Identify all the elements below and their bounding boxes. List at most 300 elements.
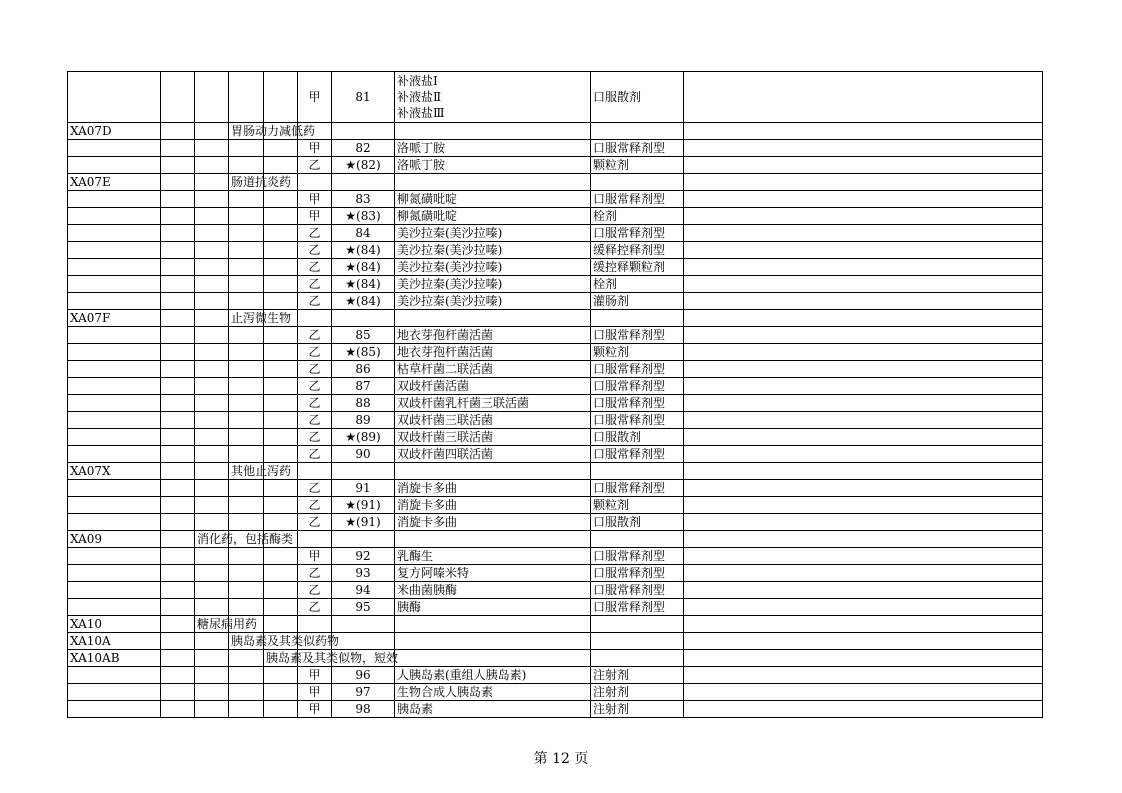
remarks-cell	[684, 208, 1043, 225]
grade-cell: 甲	[298, 548, 332, 565]
category-level2-cell	[229, 412, 264, 429]
remarks-cell	[684, 412, 1043, 429]
grade-cell: 乙	[298, 225, 332, 242]
drug-row	[68, 582, 1043, 599]
grade-cell: 乙	[298, 599, 332, 616]
atc-code-cell	[68, 72, 161, 123]
category-level2-cell	[229, 599, 264, 616]
drug-row	[68, 480, 1043, 497]
category-level1-cell	[195, 208, 229, 225]
drug-name-cell: 双歧杆菌三联活菌	[395, 412, 591, 429]
category-level2-cell	[229, 361, 264, 378]
remarks-cell	[684, 327, 1043, 344]
drug-row	[68, 497, 1043, 514]
remarks-cell	[684, 497, 1043, 514]
remarks-cell	[684, 293, 1043, 310]
drug-name-cell	[395, 463, 591, 480]
category-level1-cell	[195, 259, 229, 276]
atc-code-cell	[68, 259, 161, 276]
category-level1-cell	[195, 191, 229, 208]
drug-row	[68, 548, 1043, 565]
category-level1-cell	[195, 429, 229, 446]
category-level1-cell	[195, 242, 229, 259]
category-level1-cell	[195, 123, 229, 140]
grade-cell: 乙	[298, 497, 332, 514]
drug-row	[68, 259, 1043, 276]
atc-code-cell	[68, 242, 161, 259]
serial-number-cell: 87	[332, 378, 395, 395]
dosage-form-cell: 缓控释颗粒剂	[591, 259, 684, 276]
drug-row	[68, 412, 1043, 429]
remarks-cell	[684, 242, 1043, 259]
category-level2-cell	[229, 378, 264, 395]
drug-name-cell: 复方阿嗪米特	[395, 565, 591, 582]
dosage-form-cell: 颗粒剂	[591, 497, 684, 514]
blank-cell	[161, 633, 195, 650]
category-row	[68, 616, 1043, 633]
drug-row	[68, 276, 1043, 293]
drug-name-cell: 补液盐Ⅰ 补液盐Ⅱ 补液盐Ⅲ	[395, 72, 591, 123]
category-level1-cell	[195, 174, 229, 191]
category-level3-cell	[264, 463, 298, 480]
remarks-cell	[684, 361, 1043, 378]
blank-cell	[161, 72, 195, 123]
category-level2-cell	[229, 701, 264, 718]
dosage-form-cell	[591, 123, 684, 140]
category-level2-cell	[229, 429, 264, 446]
category-level2-cell	[229, 344, 264, 361]
drug-name-cell	[395, 123, 591, 140]
remarks-cell	[684, 344, 1043, 361]
serial-number-cell: 83	[332, 191, 395, 208]
dosage-form-cell	[591, 531, 684, 548]
drug-catalog-table	[67, 71, 1043, 718]
category-level3-cell	[264, 327, 298, 344]
serial-number-cell: 84	[332, 225, 395, 242]
category-level3-cell	[264, 684, 298, 701]
category-row	[68, 310, 1043, 327]
grade-cell: 甲	[298, 72, 332, 123]
category-level1-cell	[195, 582, 229, 599]
grade-cell	[298, 616, 332, 633]
category-level3-cell	[264, 667, 298, 684]
drug-name-cell	[395, 310, 591, 327]
drug-name-cell: 生物合成人胰岛素	[395, 684, 591, 701]
blank-cell	[161, 276, 195, 293]
blank-cell	[161, 123, 195, 140]
category-level1-cell	[195, 497, 229, 514]
category-level2-cell	[229, 327, 264, 344]
atc-code-cell	[68, 599, 161, 616]
drug-name-cell: 人胰岛素(重组人胰岛素)	[395, 667, 591, 684]
serial-number-cell	[332, 616, 395, 633]
category-level1-cell	[195, 412, 229, 429]
category-level1-cell	[195, 310, 229, 327]
remarks-cell	[684, 633, 1043, 650]
dosage-form-cell: 口服常释剂型	[591, 378, 684, 395]
serial-number-cell: 90	[332, 446, 395, 463]
category-level3-cell	[264, 412, 298, 429]
category-level3-cell	[264, 140, 298, 157]
category-level2-cell	[229, 208, 264, 225]
category-level1-cell	[195, 684, 229, 701]
category-level3-cell	[264, 310, 298, 327]
drug-name-cell: 双歧杆菌乳杆菌三联活菌	[395, 395, 591, 412]
serial-number-cell: ★(89)	[332, 429, 395, 446]
blank-cell	[161, 259, 195, 276]
category-level3-cell	[264, 548, 298, 565]
drug-row	[68, 565, 1043, 582]
serial-number-cell: 89	[332, 412, 395, 429]
drug-name-cell: 胰岛素	[395, 701, 591, 718]
dosage-form-cell: 栓剂	[591, 208, 684, 225]
drug-name-cell: 枯草杆菌二联活菌	[395, 361, 591, 378]
remarks-cell	[684, 140, 1043, 157]
remarks-cell	[684, 310, 1043, 327]
category-level2-cell	[229, 395, 264, 412]
drug-name-cell: 地衣芽孢杆菌活菌	[395, 327, 591, 344]
category-level2-cell	[229, 446, 264, 463]
category-level3-cell	[264, 344, 298, 361]
category-level2-cell	[229, 684, 264, 701]
remarks-cell	[684, 616, 1043, 633]
blank-cell	[161, 599, 195, 616]
serial-number-cell	[332, 463, 395, 480]
dosage-form-cell: 栓剂	[591, 276, 684, 293]
grade-cell: 甲	[298, 208, 332, 225]
category-level1-cell	[195, 599, 229, 616]
blank-cell	[161, 327, 195, 344]
drug-name-cell: 胰酶	[395, 599, 591, 616]
remarks-cell	[684, 123, 1043, 140]
drug-row	[68, 378, 1043, 395]
drug-name-cell	[395, 633, 591, 650]
grade-cell: 甲	[298, 191, 332, 208]
drug-row	[68, 242, 1043, 259]
category-level1-cell	[195, 72, 229, 123]
remarks-cell	[684, 191, 1043, 208]
drug-name-cell: 柳氮磺吡啶	[395, 191, 591, 208]
category-level2-cell: 胰岛素及其类似药物	[229, 633, 264, 650]
dosage-form-cell: 颗粒剂	[591, 344, 684, 361]
blank-cell	[161, 667, 195, 684]
drug-row	[68, 684, 1043, 701]
atc-code-cell	[68, 548, 161, 565]
drug-row	[68, 514, 1043, 531]
category-level2-cell	[229, 548, 264, 565]
category-level3-cell	[264, 259, 298, 276]
drug-row	[68, 72, 1043, 123]
remarks-cell	[684, 429, 1043, 446]
dosage-form-cell	[591, 174, 684, 191]
atc-code-cell	[68, 497, 161, 514]
atc-code-cell	[68, 344, 161, 361]
category-level3-cell	[264, 174, 298, 191]
blank-cell	[161, 395, 195, 412]
remarks-cell	[684, 531, 1043, 548]
blank-cell	[161, 565, 195, 582]
category-level1-cell	[195, 276, 229, 293]
category-level1-cell	[195, 548, 229, 565]
category-row	[68, 463, 1043, 480]
remarks-cell	[684, 378, 1043, 395]
serial-number-cell: 97	[332, 684, 395, 701]
blank-cell	[161, 191, 195, 208]
blank-cell	[161, 548, 195, 565]
dosage-form-cell	[591, 616, 684, 633]
remarks-cell	[684, 395, 1043, 412]
drug-row	[68, 429, 1043, 446]
category-level1-cell	[195, 293, 229, 310]
category-level1-cell	[195, 565, 229, 582]
serial-number-cell: 85	[332, 327, 395, 344]
drug-row	[68, 191, 1043, 208]
category-level3-cell	[264, 208, 298, 225]
grade-cell: 乙	[298, 378, 332, 395]
drug-row	[68, 293, 1043, 310]
category-level1-cell	[195, 140, 229, 157]
dosage-form-cell: 口服常释剂型	[591, 395, 684, 412]
dosage-form-cell: 颗粒剂	[591, 157, 684, 174]
grade-cell	[298, 174, 332, 191]
remarks-cell	[684, 701, 1043, 718]
atc-code-cell	[68, 293, 161, 310]
category-level1-cell	[195, 157, 229, 174]
serial-number-cell: 95	[332, 599, 395, 616]
grade-cell: 乙	[298, 327, 332, 344]
atc-code-cell	[68, 395, 161, 412]
serial-number-cell	[332, 633, 395, 650]
category-level1-cell	[195, 446, 229, 463]
blank-cell	[161, 361, 195, 378]
grade-cell: 乙	[298, 429, 332, 446]
grade-cell: 乙	[298, 480, 332, 497]
atc-code-cell	[68, 582, 161, 599]
atc-code-cell	[68, 208, 161, 225]
atc-code-cell	[68, 429, 161, 446]
blank-cell	[161, 378, 195, 395]
category-level3-cell	[264, 242, 298, 259]
drug-row	[68, 667, 1043, 684]
grade-cell: 乙	[298, 361, 332, 378]
dosage-form-cell: 注射剂	[591, 701, 684, 718]
atc-code-cell	[68, 701, 161, 718]
blank-cell	[161, 701, 195, 718]
grade-cell: 乙	[298, 514, 332, 531]
remarks-cell	[684, 259, 1043, 276]
dosage-form-cell: 缓释控释剂型	[591, 242, 684, 259]
remarks-cell	[684, 225, 1043, 242]
category-level1-cell	[195, 378, 229, 395]
category-level2-cell	[229, 497, 264, 514]
serial-number-cell: 92	[332, 548, 395, 565]
drug-name-cell: 洛哌丁胺	[395, 157, 591, 174]
category-level2-cell	[229, 259, 264, 276]
serial-number-cell: 94	[332, 582, 395, 599]
drug-name-cell: 美沙拉秦(美沙拉嗪)	[395, 242, 591, 259]
atc-code-cell	[68, 480, 161, 497]
atc-code-cell: XA10A	[68, 633, 161, 650]
category-level3-cell	[264, 446, 298, 463]
category-level3-cell	[264, 599, 298, 616]
drug-name-cell	[395, 650, 591, 667]
drug-row	[68, 140, 1043, 157]
grade-cell: 乙	[298, 344, 332, 361]
category-level3-cell	[264, 72, 298, 123]
blank-cell	[161, 310, 195, 327]
drug-name-cell: 美沙拉秦(美沙拉嗪)	[395, 225, 591, 242]
dosage-form-cell: 口服常释剂型	[591, 361, 684, 378]
dosage-form-cell	[591, 310, 684, 327]
category-level3-cell: 胰岛素及其类似物，短效	[264, 650, 298, 667]
blank-cell	[161, 497, 195, 514]
remarks-cell	[684, 667, 1043, 684]
serial-number-cell: 93	[332, 565, 395, 582]
category-level2-cell	[229, 242, 264, 259]
grade-cell: 甲	[298, 701, 332, 718]
serial-number-cell: 86	[332, 361, 395, 378]
drug-name-cell: 地衣芽孢杆菌活菌	[395, 344, 591, 361]
category-level1-cell	[195, 225, 229, 242]
grade-cell: 乙	[298, 412, 332, 429]
drug-name-cell	[395, 616, 591, 633]
drug-row	[68, 157, 1043, 174]
drug-name-cell: 消旋卡多曲	[395, 480, 591, 497]
drug-name-cell: 乳酶生	[395, 548, 591, 565]
serial-number-cell: 88	[332, 395, 395, 412]
drug-row	[68, 225, 1043, 242]
category-level3-cell	[264, 395, 298, 412]
grade-cell: 乙	[298, 582, 332, 599]
atc-code-cell: XA10	[68, 616, 161, 633]
dosage-form-cell: 口服常释剂型	[591, 582, 684, 599]
remarks-cell	[684, 276, 1043, 293]
dosage-form-cell: 口服常释剂型	[591, 327, 684, 344]
category-level3-cell	[264, 276, 298, 293]
category-level2-cell	[229, 616, 264, 633]
category-row	[68, 633, 1043, 650]
category-level2-cell	[229, 225, 264, 242]
atc-code-cell: XA09	[68, 531, 161, 548]
dosage-form-cell: 口服散剂	[591, 72, 684, 123]
grade-cell: 乙	[298, 446, 332, 463]
serial-number-cell: ★(84)	[332, 293, 395, 310]
remarks-cell	[684, 565, 1043, 582]
blank-cell	[161, 225, 195, 242]
serial-number-cell	[332, 531, 395, 548]
drug-name-cell: 洛哌丁胺	[395, 140, 591, 157]
category-level2-cell	[229, 667, 264, 684]
category-level1-cell	[195, 344, 229, 361]
blank-cell	[161, 684, 195, 701]
category-level2-cell	[229, 72, 264, 123]
dosage-form-cell: 口服常释剂型	[591, 225, 684, 242]
category-level1-cell	[195, 361, 229, 378]
blank-cell	[161, 208, 195, 225]
atc-code-cell	[68, 565, 161, 582]
blank-cell	[161, 242, 195, 259]
dosage-form-cell	[591, 633, 684, 650]
category-level3-cell	[264, 565, 298, 582]
category-level2-cell: 胃肠动力减低药	[229, 123, 264, 140]
serial-number-cell: 96	[332, 667, 395, 684]
drug-name-cell	[395, 531, 591, 548]
serial-number-cell: ★(91)	[332, 497, 395, 514]
drug-name-cell: 消旋卡多曲	[395, 497, 591, 514]
category-row	[68, 123, 1043, 140]
category-level1-cell	[195, 327, 229, 344]
category-level3-cell	[264, 293, 298, 310]
remarks-cell	[684, 684, 1043, 701]
category-row	[68, 650, 1043, 667]
drug-name-cell	[395, 174, 591, 191]
serial-number-cell	[332, 310, 395, 327]
atc-code-cell	[68, 514, 161, 531]
category-level2-cell	[229, 276, 264, 293]
atc-code-cell	[68, 667, 161, 684]
category-level3-cell	[264, 225, 298, 242]
category-level2-cell	[229, 293, 264, 310]
category-level3-cell	[264, 582, 298, 599]
category-level3-cell	[264, 531, 298, 548]
dosage-form-cell: 口服常释剂型	[591, 599, 684, 616]
grade-cell: 甲	[298, 667, 332, 684]
grade-cell: 乙	[298, 395, 332, 412]
drug-name-cell: 双歧杆菌活菌	[395, 378, 591, 395]
dosage-form-cell: 口服常释剂型	[591, 446, 684, 463]
serial-number-cell: 81	[332, 72, 395, 123]
category-level1-cell	[195, 395, 229, 412]
atc-code-cell	[68, 191, 161, 208]
category-level2-cell	[229, 565, 264, 582]
grade-cell	[298, 531, 332, 548]
category-level1-cell	[195, 463, 229, 480]
category-level3-cell	[264, 633, 298, 650]
drug-name-cell: 美沙拉秦(美沙拉嗪)	[395, 276, 591, 293]
remarks-cell	[684, 599, 1043, 616]
dosage-form-cell: 口服常释剂型	[591, 412, 684, 429]
dosage-form-cell: 口服常释剂型	[591, 140, 684, 157]
drug-name-cell: 美沙拉秦(美沙拉嗪)	[395, 259, 591, 276]
category-level3-cell	[264, 191, 298, 208]
blank-cell	[161, 463, 195, 480]
serial-number-cell: ★(82)	[332, 157, 395, 174]
category-row	[68, 174, 1043, 191]
drug-row	[68, 344, 1043, 361]
drug-name-cell: 消旋卡多曲	[395, 514, 591, 531]
category-level2-cell	[229, 157, 264, 174]
remarks-cell	[684, 463, 1043, 480]
dosage-form-cell	[591, 463, 684, 480]
remarks-cell	[684, 72, 1043, 123]
blank-cell	[161, 514, 195, 531]
atc-code-cell	[68, 225, 161, 242]
atc-code-cell: XA10AB	[68, 650, 161, 667]
remarks-cell	[684, 157, 1043, 174]
grade-cell	[298, 310, 332, 327]
category-level2-cell	[229, 650, 264, 667]
blank-cell	[161, 157, 195, 174]
blank-cell	[161, 446, 195, 463]
drug-row	[68, 361, 1043, 378]
serial-number-cell: ★(84)	[332, 242, 395, 259]
remarks-cell	[684, 548, 1043, 565]
dosage-form-cell: 口服常释剂型	[591, 565, 684, 582]
atc-code-cell	[68, 361, 161, 378]
serial-number-cell: ★(91)	[332, 514, 395, 531]
category-level1-cell	[195, 480, 229, 497]
drug-name-cell: 米曲菌胰酶	[395, 582, 591, 599]
